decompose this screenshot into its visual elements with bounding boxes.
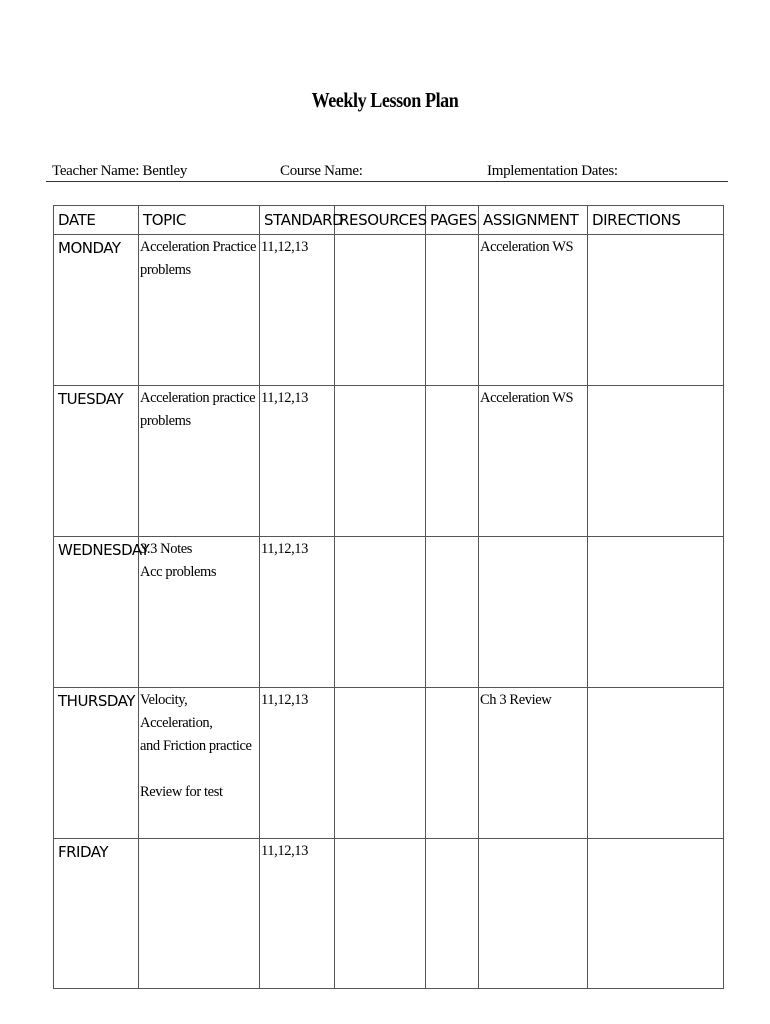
directions-cell	[588, 386, 724, 537]
header-pages: PAGES	[426, 206, 479, 235]
assignment-cell	[479, 839, 588, 989]
standard-cell: 11,12,13	[260, 839, 335, 989]
topic-line: Acceleration practice	[140, 390, 256, 406]
date-cell: FRIDAY	[54, 839, 139, 989]
implementation-dates: Implementation Dates:	[487, 163, 618, 179]
standard-cell: 11,12,13	[260, 386, 335, 537]
resources-cell	[335, 235, 426, 386]
topic-spacer	[140, 758, 259, 781]
topic-line: Acceleration Practice	[140, 239, 256, 255]
standard-cell: 11,12,13	[260, 537, 335, 688]
date-cell: TUESDAY	[54, 386, 139, 537]
date-cell: WEDNESDAY	[54, 537, 139, 688]
table-row	[54, 386, 724, 537]
topic-line: Velocity, Acceleration,	[140, 692, 213, 731]
resources-cell	[335, 386, 426, 537]
directions-cell	[588, 537, 724, 688]
table-row	[54, 537, 724, 688]
header-date: DATE	[54, 206, 139, 235]
topic-line: and Friction practice	[140, 738, 252, 754]
table-row	[54, 688, 724, 839]
lesson-plan-table	[53, 205, 724, 989]
standard-cell: 11,12,13	[260, 688, 335, 839]
topic-cell	[139, 235, 260, 386]
pages-cell	[426, 386, 479, 537]
date-cell: THURSDAY	[54, 688, 139, 839]
assignment-cell: Ch 3 Review	[479, 688, 588, 839]
header-assignment: ASSIGNMENT	[479, 206, 588, 235]
assignment-cell: Acceleration WS	[479, 235, 588, 386]
resources-cell	[335, 688, 426, 839]
pages-cell	[426, 688, 479, 839]
topic-line: Acc problems	[140, 564, 217, 580]
topic-line: problems	[140, 262, 191, 278]
resources-cell	[335, 839, 426, 989]
topic-cell	[139, 688, 260, 839]
pages-cell	[426, 235, 479, 386]
teacher-name: Teacher Name: Bentley	[52, 163, 188, 179]
page-title: Weekly Lesson Plan	[311, 88, 459, 112]
header-topic: TOPIC	[139, 206, 260, 235]
standard-cell: 11,12,13	[260, 235, 335, 386]
table-header-row	[54, 206, 724, 235]
directions-cell	[588, 839, 724, 989]
topic-line: Review for test	[140, 784, 223, 800]
table-row	[54, 235, 724, 386]
topic-cell	[139, 537, 260, 688]
topic-line: 3.3 Notes	[140, 541, 192, 557]
topic-cell	[139, 386, 260, 537]
date-cell: MONDAY	[54, 235, 139, 386]
topic-cell	[139, 839, 260, 989]
resources-cell	[335, 537, 426, 688]
directions-cell	[588, 235, 724, 386]
header-resources: RESOURCES	[335, 206, 426, 235]
pages-cell	[426, 839, 479, 989]
table-row	[54, 839, 724, 989]
header-divider	[46, 181, 728, 182]
assignment-cell: Acceleration WS	[479, 386, 588, 537]
header-standard: STANDARD	[260, 206, 335, 235]
header-directions: DIRECTIONS	[588, 206, 724, 235]
course-name: Course Name:	[280, 163, 363, 179]
assignment-cell	[479, 537, 588, 688]
topic-line: problems	[140, 413, 191, 429]
pages-cell	[426, 537, 479, 688]
directions-cell	[588, 688, 724, 839]
